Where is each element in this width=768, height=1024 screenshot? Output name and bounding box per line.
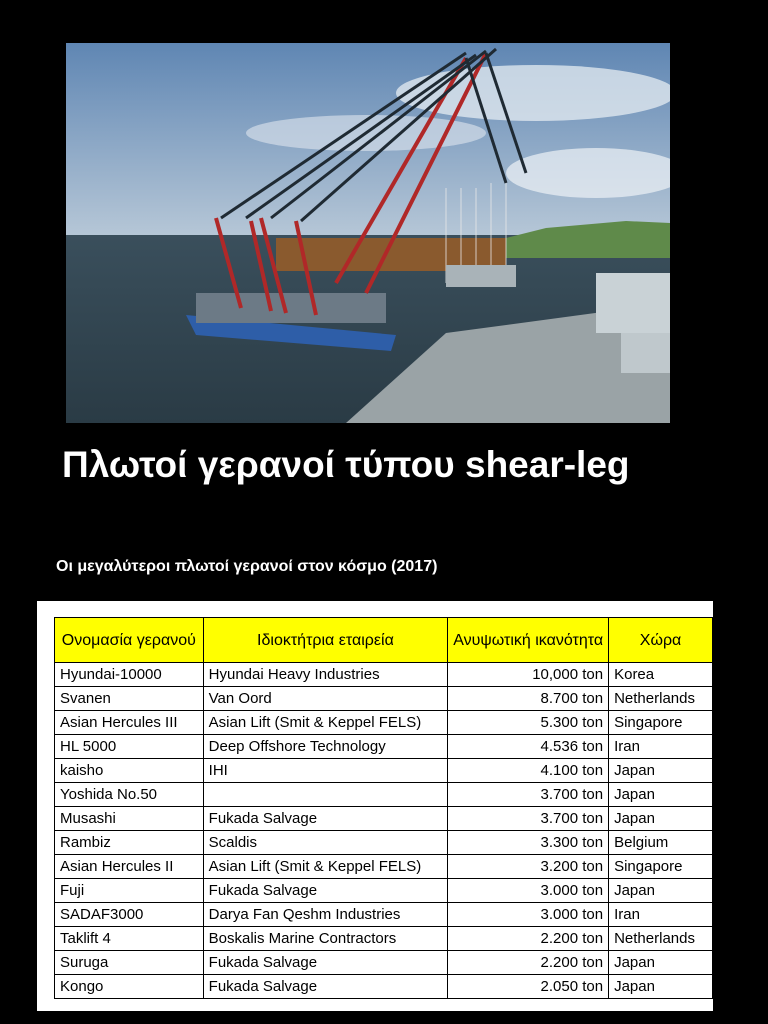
cell-crane-name: Taklift 4 [55, 927, 204, 951]
cell-owner: Fukada Salvage [203, 951, 448, 975]
cell-country: Netherlands [609, 687, 713, 711]
table-header-row [55, 618, 713, 663]
cell-country: Singapore [609, 711, 713, 735]
crane-table-panel [37, 601, 713, 1011]
cell-country: Japan [609, 807, 713, 831]
cell-owner: Scaldis [203, 831, 448, 855]
crane-table [54, 617, 713, 999]
header-crane-name: Ονομασία γερανού [55, 618, 204, 663]
cell-crane-name: Yoshida No.50 [55, 783, 204, 807]
cell-owner: Fukada Salvage [203, 975, 448, 999]
cell-country: Netherlands [609, 927, 713, 951]
cell-crane-name: Asian Hercules II [55, 855, 204, 879]
table-row [55, 759, 713, 783]
cell-capacity: 3.700 ton [448, 783, 609, 807]
cell-capacity: 3.200 ton [448, 855, 609, 879]
cell-crane-name: SADAF3000 [55, 903, 204, 927]
table-row [55, 687, 713, 711]
cell-crane-name: Rambiz [55, 831, 204, 855]
cell-country: Iran [609, 735, 713, 759]
cell-capacity: 3.300 ton [448, 831, 609, 855]
cell-crane-name: HL 5000 [55, 735, 204, 759]
cell-crane-name: Kongo [55, 975, 204, 999]
cell-owner: Deep Offshore Technology [203, 735, 448, 759]
cell-capacity: 3.700 ton [448, 807, 609, 831]
table-caption: Οι μεγαλύτεροι πλωτοί γερανοί στον κόσμο (2017) [56, 558, 438, 575]
cell-owner: IHI [203, 759, 448, 783]
cell-capacity: 3.000 ton [448, 879, 609, 903]
cell-country: Singapore [609, 855, 713, 879]
page-title: Πλωτοί γερανοί τύπου shear-leg [62, 444, 630, 485]
cell-crane-name: Asian Hercules III [55, 711, 204, 735]
cell-capacity: 5.300 ton [448, 711, 609, 735]
cell-crane-name: Musashi [55, 807, 204, 831]
cell-country: Japan [609, 759, 713, 783]
cell-capacity: 3.000 ton [448, 903, 609, 927]
cell-country: Japan [609, 975, 713, 999]
table-row [55, 711, 713, 735]
cell-owner [203, 783, 448, 807]
cell-owner: Darya Fan Qeshm Industries [203, 903, 448, 927]
table-row [55, 855, 713, 879]
cell-capacity: 2.050 ton [448, 975, 609, 999]
table-row [55, 807, 713, 831]
cell-country: Iran [609, 903, 713, 927]
table-row [55, 831, 713, 855]
cell-country: Japan [609, 783, 713, 807]
cell-capacity: 8.700 ton [448, 687, 609, 711]
cell-owner: Hyundai Heavy Industries [203, 663, 448, 687]
cell-capacity: 2.200 ton [448, 927, 609, 951]
cell-capacity: 4.536 ton [448, 735, 609, 759]
cell-capacity: 10,000 ton [448, 663, 609, 687]
cell-owner: Van Oord [203, 687, 448, 711]
cell-owner: Asian Lift (Smit & Keppel FELS) [203, 855, 448, 879]
table-row [55, 783, 713, 807]
cell-owner: Asian Lift (Smit & Keppel FELS) [203, 711, 448, 735]
table-row [55, 903, 713, 927]
table-row [55, 735, 713, 759]
header-capacity: Ανυψωτική ικανότητα [448, 618, 609, 663]
cell-crane-name: Suruga [55, 951, 204, 975]
cell-crane-name: kaisho [55, 759, 204, 783]
crane-photo [66, 43, 670, 423]
cell-country: Belgium [609, 831, 713, 855]
cell-capacity: 4.100 ton [448, 759, 609, 783]
cell-owner: Boskalis Marine Contractors [203, 927, 448, 951]
cell-country: Japan [609, 951, 713, 975]
header-country: Χώρα [609, 618, 713, 663]
header-owner: Ιδιοκτήτρια εταιρεία [203, 618, 448, 663]
cell-capacity: 2.200 ton [448, 951, 609, 975]
cell-crane-name: Svanen [55, 687, 204, 711]
cell-country: Japan [609, 879, 713, 903]
cell-crane-name: Fuji [55, 879, 204, 903]
cell-owner: Fukada Salvage [203, 879, 448, 903]
cell-owner: Fukada Salvage [203, 807, 448, 831]
table-row [55, 951, 713, 975]
table-row [55, 663, 713, 687]
cell-crane-name: Hyundai-10000 [55, 663, 204, 687]
table-row [55, 975, 713, 999]
table-row [55, 879, 713, 903]
cell-country: Korea [609, 663, 713, 687]
table-row [55, 927, 713, 951]
